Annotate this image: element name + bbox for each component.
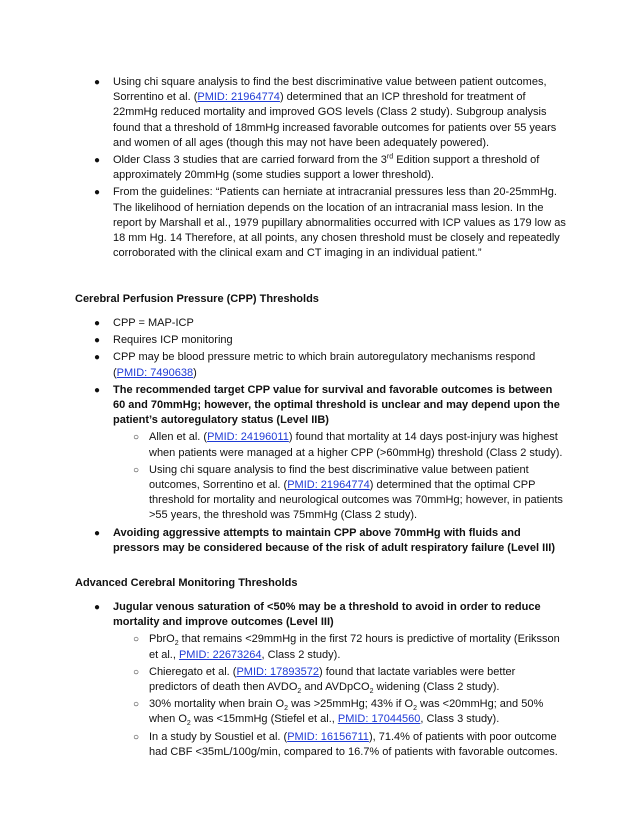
- text: CPP = MAP-ICP: [113, 317, 194, 329]
- list-item: [0, 526, 638, 556]
- bullet-icon: ●: [93, 155, 101, 167]
- sub-list-item: [0, 632, 638, 662]
- recommendation-text: The recommended target CPP value for survival and favorable outcomes is between 60 and 70mmHg; however, the optimal threshold is unclear and may depend upon the patient’s autoregulatory status (Level IIB): [113, 383, 560, 427]
- circle-bullet-icon: ○: [132, 464, 140, 476]
- sub-list-item: [0, 463, 638, 524]
- bullet-icon: ●: [93, 335, 101, 347]
- text: PbrO: [149, 633, 175, 646]
- text: In a study by Soustiel et al. (: [149, 730, 288, 743]
- text: , Class 2 study).: [261, 648, 341, 661]
- text: 30% mortality when brain O: [149, 698, 285, 711]
- text: Using chi square analysis to find the best discriminative value between patient outcomes, Sorrentino et al. (: [149, 463, 529, 492]
- bullet-icon: ●: [93, 352, 101, 364]
- text: Using chi square analysis to find the best discriminative value between patient outcomes, Sorrentino et al. (: [113, 76, 547, 104]
- list-item: [0, 350, 638, 380]
- bullet-icon: ●: [93, 527, 101, 539]
- text: ): [193, 366, 197, 379]
- pmid-link[interactable]: PMID: 21964774: [197, 91, 280, 104]
- bullet-icon: ●: [93, 602, 101, 613]
- superscript: rd: [386, 153, 394, 161]
- text: was <15mmHg (Stiefel et al.,: [190, 713, 338, 726]
- list-item: [0, 383, 638, 429]
- text: was >25mmHg; 43% if O: [288, 698, 414, 711]
- subscript: 2: [284, 705, 289, 713]
- guideline-quote: From the guidelines: “Patients can herniate at intracranial pressures less than 20-25mmHg. The likelihood of herniation depends on the location of an intracranial mass lesion. In the report by Marshall et al., 1979 pupillary abnormalities occurred with ICP values as 179 low as 18 mm Hg. 14 Therefore, at all points, any chosen threshold must be closely and repeatedly corroborated with the clinical exam and CT imaging in an individual patient.”: [113, 186, 566, 260]
- text: and AVDpCO: [301, 681, 370, 694]
- circle-bullet-icon: ○: [132, 699, 140, 711]
- subscript: 2: [186, 720, 191, 728]
- text: Requires ICP monitoring: [113, 334, 233, 347]
- pmid-link[interactable]: PMID: 17893572: [236, 665, 319, 678]
- recommendation-text: Avoiding aggressive attempts to maintain CPP above 70mmHg with fluids and pressors may be considered because of the risk of adult respiratory failure (Level III): [113, 526, 555, 554]
- bullet-icon: ●: [93, 318, 101, 329]
- pmid-link[interactable]: PMID: 17044560: [337, 713, 421, 726]
- pmid-link[interactable]: PMID: 16156711: [287, 730, 369, 743]
- bullet-icon: ●: [93, 187, 101, 199]
- pmid-link[interactable]: PMID: 7490638: [116, 366, 194, 379]
- subscript: 2: [413, 705, 417, 713]
- circle-bullet-icon: ○: [132, 666, 140, 678]
- text: Edition support a threshold of approximately 20mmHg (some studies support a lower threshold).: [113, 154, 540, 182]
- subscript: 2: [369, 688, 374, 696]
- sub-list-item: [0, 665, 638, 695]
- bullet-icon: ●: [93, 77, 101, 88]
- list-item: [0, 75, 638, 151]
- acm-section-heading: Advanced Cerebral Monitoring Thresholds: [75, 577, 298, 589]
- list-item: [0, 153, 638, 183]
- list-item: [0, 600, 638, 630]
- pmid-link[interactable]: PMID: 21964774: [287, 479, 370, 492]
- text: ) found that mortality at 14 days post-injury was highest when patients were managed at a higher CPP (>60mmHg) threshold (Class 2 study).: [149, 431, 563, 459]
- text: was <20mmHg; and 50% when O: [149, 698, 544, 726]
- pmid-link[interactable]: PMID: 24196011: [207, 431, 289, 444]
- sub-list-item: [0, 730, 638, 760]
- list-item: [0, 333, 638, 348]
- circle-bullet-icon: ○: [132, 432, 140, 444]
- text: ) determined that an ICP threshold for treatment of 22mmHg reduced mortality and improved GOS levels (Class 2 study). Subgroup analysis found that a threshold of 18mmHg increased favorable outcomes for patients over 55 years and women of all ages (though this may not have been adequately powered).: [113, 91, 557, 149]
- pmid-link[interactable]: PMID: 22673264: [178, 648, 262, 661]
- bullet-icon: ●: [93, 384, 101, 396]
- sub-list-item: [0, 697, 638, 727]
- icp-bullet-list: [0, 75, 638, 261]
- cpp-bullet-list: [0, 316, 638, 556]
- cpp-section-heading: Cerebral Perfusion Pressure (CPP) Thresholds: [75, 293, 319, 305]
- text: , Class 3 study).: [420, 713, 500, 726]
- list-item: [0, 185, 638, 261]
- text: ) determined that the optimal CPP threshold for mortality and neurological outcomes was 70mmHg; however, in patients >55 years, the threshold was 75mmHg (Class 2 study).: [149, 479, 563, 522]
- text: ) found that lactate variables were better predictors of death then AVDO: [149, 665, 516, 694]
- subscript: 2: [174, 640, 179, 648]
- text: widening (Class 2 study).: [373, 681, 500, 694]
- text: Chieregato et al. (: [149, 665, 237, 678]
- sub-list-item: [0, 430, 638, 460]
- text: CPP may be blood pressure metric to which brain autoregulatory mechanisms respond (: [113, 351, 536, 379]
- list-item: [0, 316, 638, 331]
- circle-bullet-icon: ○: [132, 731, 140, 743]
- recommendation-text: Jugular venous saturation of <50% may be a threshold to avoid in order to reduce mortality and improve outcomes (Level III): [113, 601, 541, 629]
- acm-bullet-list: [0, 600, 638, 760]
- circle-bullet-icon: ○: [132, 634, 140, 646]
- text: ), 71.4% of patients with poor outcome had CBF <35mL/100g/min, compared to 16.7% of patients with favorable outcomes.: [149, 730, 558, 758]
- text: Allen et al. (: [149, 431, 208, 444]
- text: that remains <29mmHg in the first 72 hours is predictive of mortality (Eriksson et al.,: [149, 633, 560, 661]
- text: Older Class 3 studies that are carried forward from the 3: [113, 154, 387, 167]
- subscript: 2: [297, 688, 302, 696]
